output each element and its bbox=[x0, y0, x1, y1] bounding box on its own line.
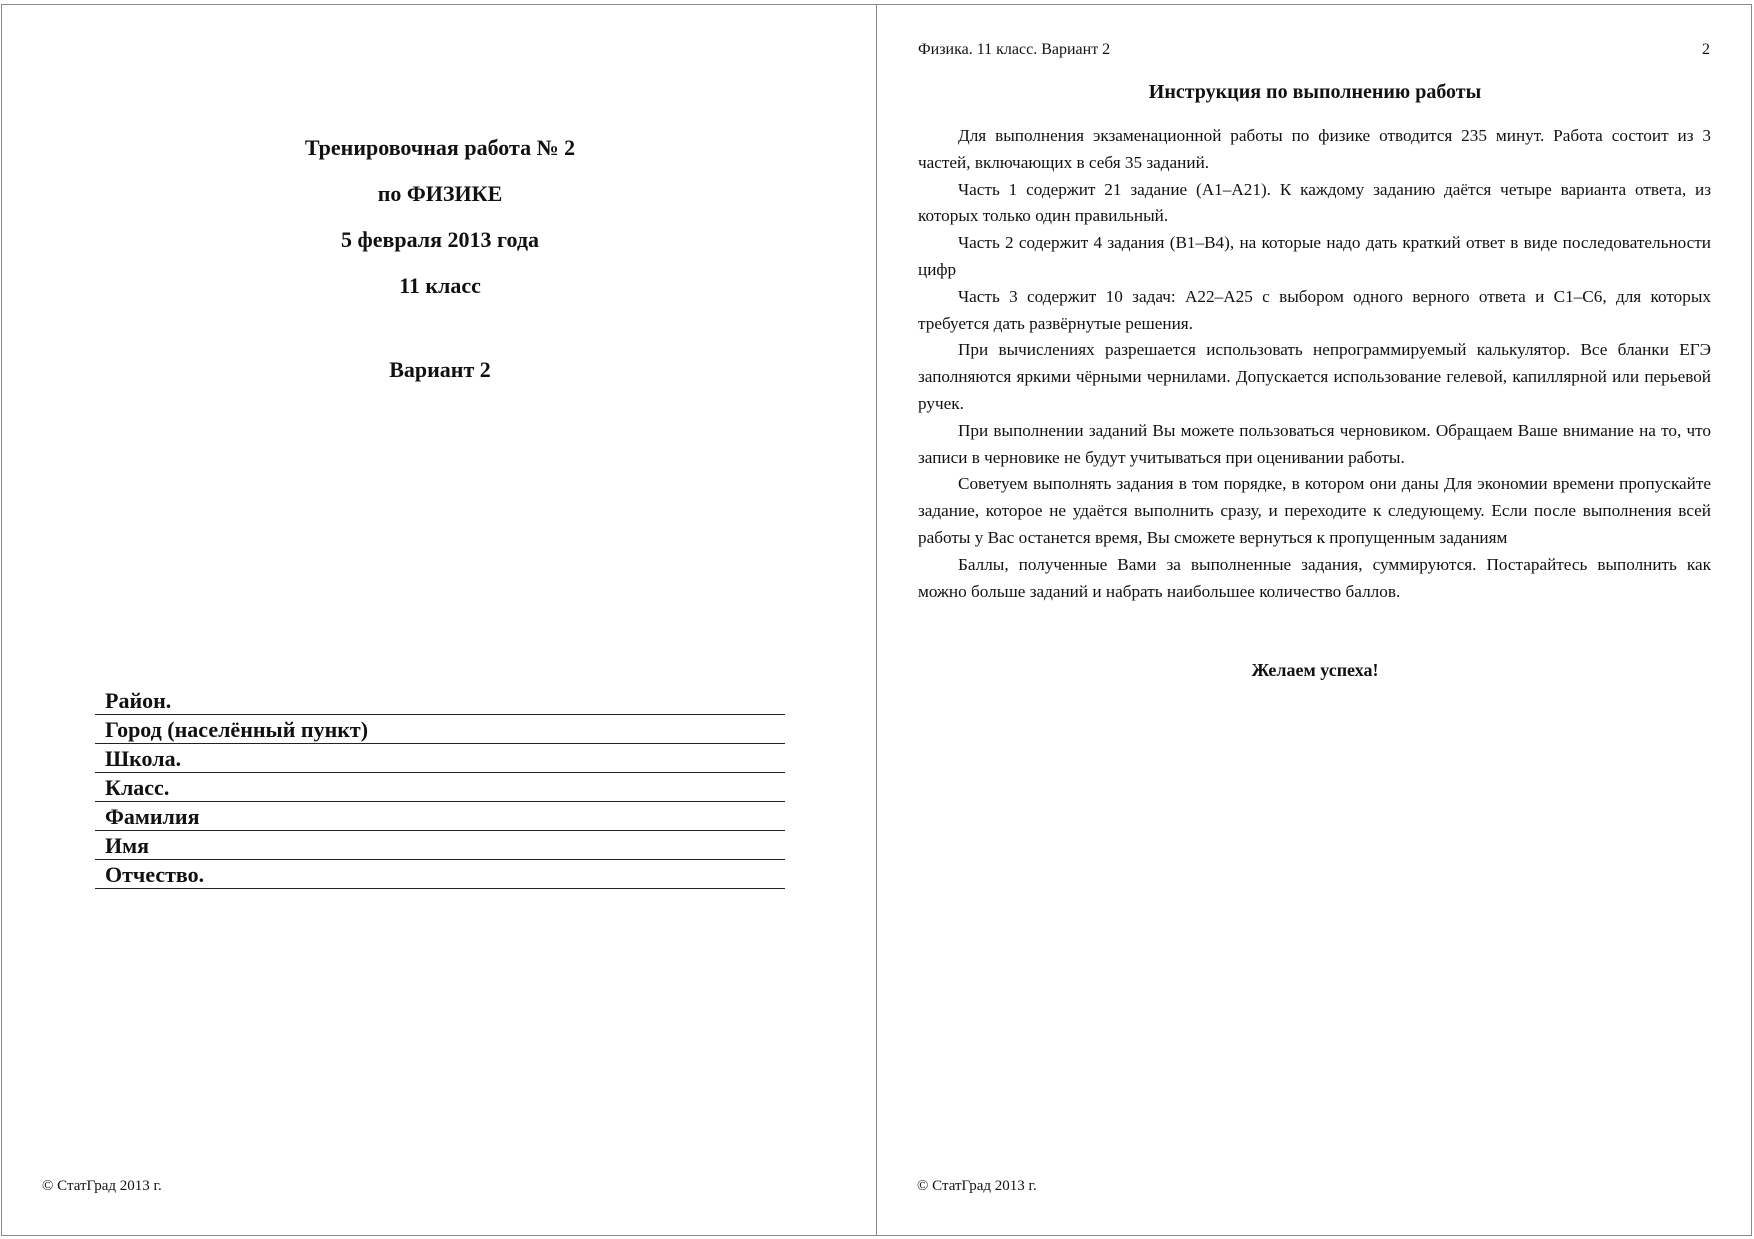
instructions-body bbox=[918, 123, 1711, 605]
title-line: Тренировочная работа № 2 bbox=[304, 135, 576, 160]
paragraph: Часть 1 содержит 21 задание (А1–А21). К каждому заданию даётся четыре варианта ответа, из которых только один правильный. bbox=[918, 179, 1711, 226]
right-page bbox=[876, 4, 1752, 1236]
closing-wish: Желаем успеха! bbox=[1251, 660, 1379, 680]
paragraph: Часть 3 содержит 10 задач: А22–А25 с выбором одного верного ответа и С1–С6, для которых требуется дать развёрнутые решения. bbox=[918, 286, 1711, 333]
page-number: 2 bbox=[1702, 41, 1710, 58]
paragraph: Часть 2 содержит 4 задания (В1–В4), на которые надо дать краткий ответ в виде последовательности цифр bbox=[918, 233, 1711, 279]
field-city[interactable]: Город (населённый пункт) bbox=[95, 716, 785, 744]
field-district[interactable]: Район. bbox=[95, 687, 785, 715]
grade-line: 11 класс bbox=[399, 273, 481, 298]
paragraph: Для выполнения экзаменационной работы по физике отводится 235 минут. Работа состоит из 3 частей, включающих в себя 35 заданий. bbox=[918, 126, 1711, 172]
paragraph: При вычислениях разрешается использовать непрограммируемый калькулятор. Все бланки ЕГЭ заполняются яркими чёрными чернилами. Допускается использование гелевой, капиллярной или перьевой ручек. bbox=[918, 340, 1711, 413]
paragraph: Советуем выполнять задания в том порядке, в котором они даны Для экономии времени пропускайте задание, которое не удаётся выполнить сразу, и переходите к следующему. Если после выполнения всей работы у Вас останется время, Вы сможете вернуться к пропущенным заданиям bbox=[918, 474, 1711, 547]
instructions-heading: Инструкция по выполнению работы bbox=[1148, 81, 1482, 103]
date-line: 5 февраля 2013 года bbox=[341, 227, 539, 252]
field-name[interactable]: Имя bbox=[95, 832, 785, 860]
field-surname[interactable]: Фамилия bbox=[95, 803, 785, 831]
field-class[interactable]: Класс. bbox=[95, 774, 785, 802]
left-page bbox=[1, 4, 877, 1236]
title-block bbox=[2, 125, 878, 309]
subject-line: по ФИЗИКЕ bbox=[377, 181, 503, 206]
field-patronymic[interactable]: Отчество. bbox=[95, 861, 785, 889]
copyright-footer: © СтатГрад 2013 г. bbox=[42, 1178, 162, 1194]
copyright-footer: © СтатГрад 2013 г. bbox=[917, 1178, 1037, 1194]
paragraph: Баллы, полученные Вами за выполненные задания, суммируются. Постарайтесь выполнить как можно больше заданий и набрать наибольшее количество баллов. bbox=[918, 554, 1711, 601]
student-info-fields bbox=[95, 687, 785, 890]
field-school[interactable]: Школа. bbox=[95, 745, 785, 773]
variant-label: Вариант 2 bbox=[389, 357, 491, 382]
running-title: Физика. 11 класс. Вариант 2 bbox=[918, 41, 1111, 58]
paragraph: При выполнении заданий Вы можете пользоваться черновиком. Обращаем Ваше внимание на то, что записи в черновике не будут учитываться при оценивании работы. bbox=[918, 420, 1711, 467]
